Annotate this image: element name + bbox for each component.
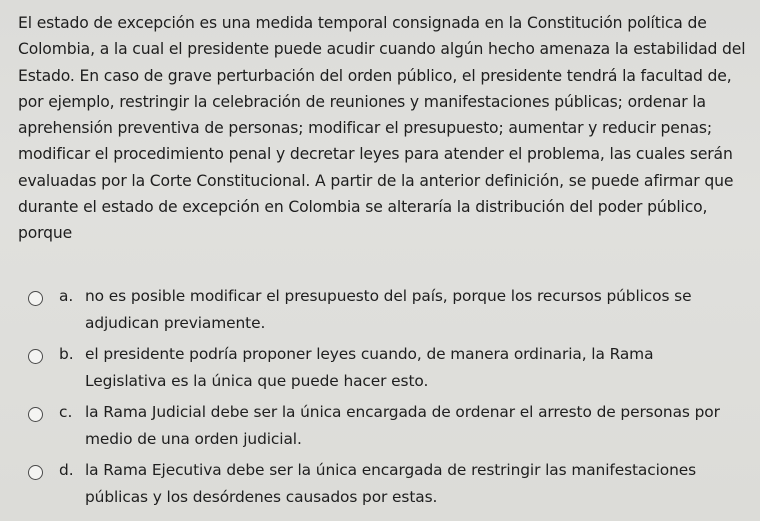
option-b[interactable] xyxy=(28,341,740,399)
option-letter-d: d. xyxy=(59,461,74,479)
radio-button-c[interactable] xyxy=(28,407,43,422)
option-letter-a: a. xyxy=(59,287,74,305)
option-text-b: el presidente podría proponer leyes cuando, de manera ordinaria, la Rama Legislativa es la única que puede hacer esto. xyxy=(85,345,654,390)
radio-button-d[interactable] xyxy=(28,465,43,480)
radio-button-a[interactable] xyxy=(28,291,43,306)
option-letter-b: b. xyxy=(59,345,74,363)
option-text-d: la Rama Ejecutiva debe ser la única encargada de restringir las manifestaciones públicas y los desórdenes causados por estas. xyxy=(85,461,697,506)
question-text: El estado de excepción es una medida temporal consignada en la Constitución política de Colombia, a la cual el presidente puede acudir cuando algún hecho amenaza la estabilidad del Estado. En caso de grave perturbación del orden público, el presidente tendrá la facultad de, por ejemplo, restringir la celebración de reuniones y manifestaciones públicas; ordenar la aprehensión preventiva de personas; modificar el presupuesto; aumentar y reducir penas; modificar el procedimiento penal y decretar leyes para atender el problema, las cuales serán evaluadas por la Corte Constitucional. A partir de la anterior definición, se puede afirmar que durante el estado de excepción en Colombia se alteraría la distribución del poder público, porque xyxy=(18,14,746,243)
radio-button-b[interactable] xyxy=(28,349,43,364)
option-a[interactable] xyxy=(28,283,740,341)
option-c[interactable] xyxy=(28,399,740,457)
answer-options xyxy=(28,283,740,515)
option-text-a: no es posible modificar el presupuesto del país, porque los recursos públicos se adjudican previamente. xyxy=(85,287,692,332)
option-letter-c: c. xyxy=(59,403,73,421)
option-d[interactable] xyxy=(28,457,740,515)
option-text-c: la Rama Judicial debe ser la única encargada de ordenar el arresto de personas por medio de una orden judicial. xyxy=(85,403,720,448)
